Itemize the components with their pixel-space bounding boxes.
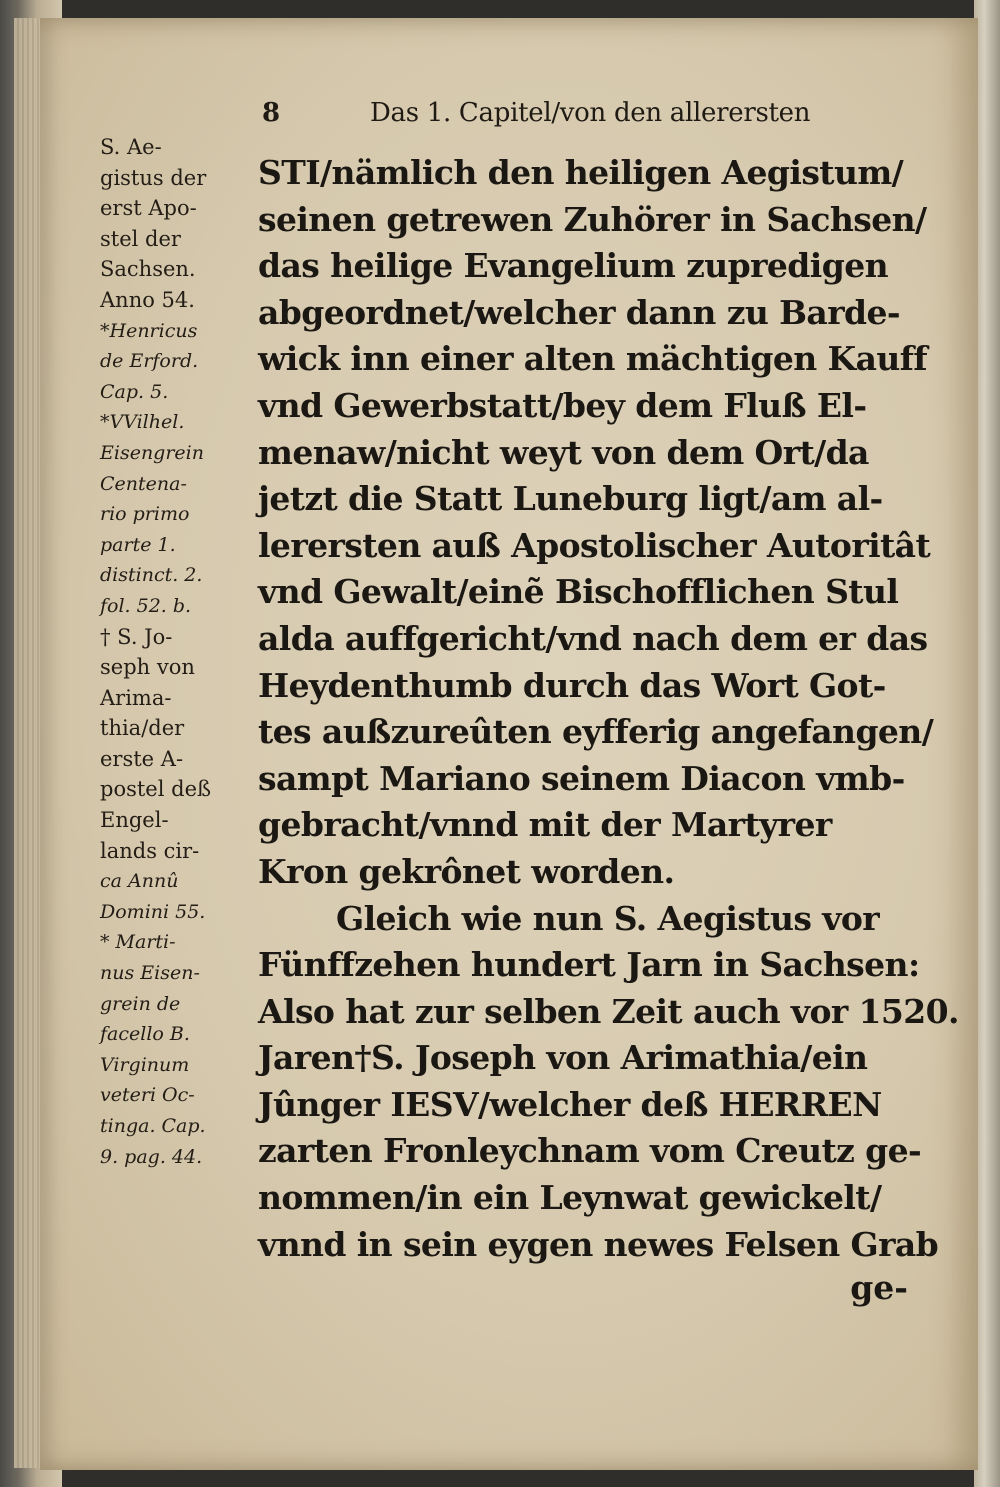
margin-line: grein de: [100, 992, 181, 1015]
margin-line: distinct. 2.: [100, 564, 203, 587]
margin-line: tinga. Cap.: [100, 1115, 206, 1137]
margin-line: ca Annû: [100, 870, 179, 893]
margin-line: Domini 55.: [100, 900, 206, 923]
running-title: Das 1. Capitel/von den allerersten: [370, 98, 811, 128]
margin-line: rio primo: [100, 503, 190, 526]
text-line: Heydenthumb durch das Wort Got-: [258, 665, 886, 705]
text-line: vnd Gewerbstatt/bey dem Fluß El-: [258, 385, 867, 425]
margin-line: facello B.: [100, 1023, 190, 1046]
text-line: Also hat zur selben Zeit auch vor 1520.: [258, 991, 959, 1031]
margin-line: stel der: [100, 226, 181, 251]
text-line: lerersten auß Apostolischer Autoritât: [258, 525, 931, 565]
text-line: abgeordnet/welcher dann zu Barde-: [258, 292, 900, 332]
margin-line: nus Eisen-: [100, 962, 200, 985]
margin-line: thia/der: [100, 716, 185, 741]
text-line: das heilige Evangelium zupredigen: [258, 246, 888, 286]
text-line: zarten Fronleychnam vom Creutz ge-: [258, 1131, 922, 1171]
text-line: STI/nämlich den heiligen Aegistum/: [258, 153, 904, 192]
margin-line: Virginum: [100, 1053, 190, 1076]
margin-line: parte 1.: [100, 533, 176, 556]
margin-line: Centena-: [100, 472, 187, 495]
margin-line: Sachsen.: [100, 257, 196, 282]
text-line: tes außzureûten eyfferig angefangen/: [258, 712, 934, 752]
margin-line: gistus der: [100, 165, 207, 190]
text-line: vnnd in sein eygen newes Felsen Grab: [258, 1224, 939, 1264]
margin-line: seph von: [100, 655, 195, 680]
margin-line: Arima-: [100, 685, 172, 710]
text-line: wick inn einer alten mächtigen Kauff: [258, 339, 927, 379]
text-line: menaw/nicht weyt von dem Ort/da: [258, 432, 869, 472]
text-line: Gleich wie nun S. Aegistus vor: [336, 898, 880, 938]
text-line: sampt Mariano seinem Diacon vmb-: [258, 758, 905, 798]
margin-line: 9. pag. 44.: [100, 1145, 203, 1168]
margin-line: † S. Jo-: [100, 624, 173, 649]
margin-line: Engel-: [100, 808, 169, 833]
margin-line: fol. 52. b.: [100, 594, 192, 617]
margin-notes: [100, 132, 262, 1172]
margin-line: veteri Oc-: [100, 1084, 195, 1107]
margin-line: Cap. 5.: [100, 380, 169, 403]
margin-line: erste A-: [100, 746, 184, 771]
text-line: alda auffgericht/vnd nach dem er das: [258, 618, 928, 658]
text-line: gebracht/vnnd mit der Martyrer: [258, 805, 832, 845]
running-header: [262, 96, 842, 136]
margin-line: erst Apo-: [100, 196, 197, 221]
margin-line: *VVilhel.: [100, 411, 185, 434]
text-line: Jûnger IESV/welcher deß HERREN: [258, 1084, 882, 1124]
text-line: Jaren†S. Joseph von Arimathia/ein: [258, 1038, 868, 1078]
text-line: jetzt die Statt Luneburg ligt/am al-: [258, 479, 883, 519]
text-line: seinen getrewen Zuhörer in Sachsen/: [258, 199, 927, 239]
text-line: Kron gekrônet worden.: [258, 851, 675, 891]
margin-line: postel deß: [100, 777, 212, 802]
text-line: nommen/in ein Leynwat gewickelt/: [258, 1178, 882, 1218]
margin-line: de Erford.: [100, 350, 199, 373]
margin-line: Anno 54.: [100, 287, 195, 312]
text-line: vnd Gewalt/einẽ Bischofflichen Stul: [258, 572, 899, 612]
body-text: [258, 150, 959, 1268]
margin-line: S. Ae-: [100, 135, 162, 159]
margin-line: * Marti-: [100, 931, 176, 954]
margin-line: Eisengrein: [100, 441, 204, 464]
margin-line: lands cir-: [100, 838, 200, 863]
catchword: ge-: [850, 1268, 908, 1307]
page-number: 8: [262, 98, 281, 128]
text-line: Fünffzehen hundert Jarn in Sachsen:: [258, 945, 920, 985]
margin-line: *Henricus: [100, 319, 198, 342]
